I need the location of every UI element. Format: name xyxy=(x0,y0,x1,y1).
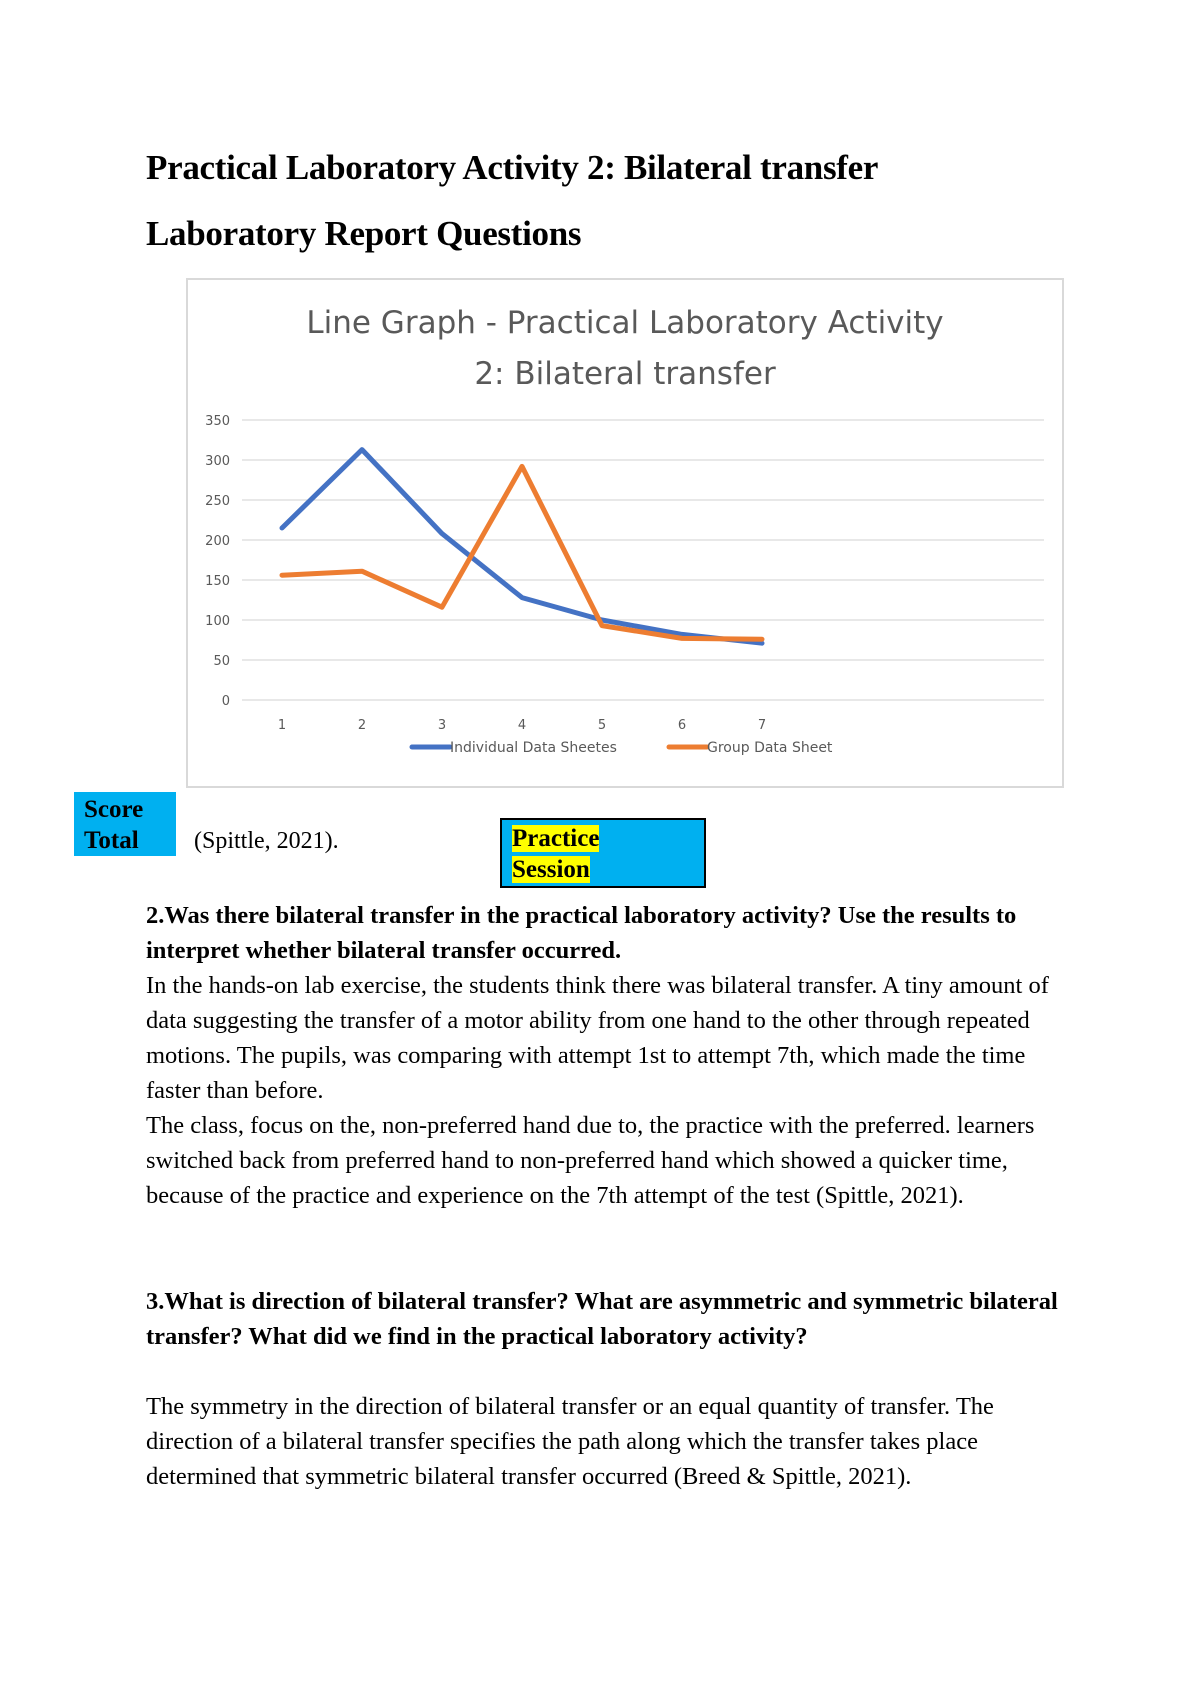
question-3-answer: The symmetry in the direction of bilateral transfer or an equal quantity of transfer. The direction of a bilateral transfer specifies the path along which the transfer takes place determined that symmetric bilateral transfer occurred (Breed & Spittle, 2021). xyxy=(146,1393,994,1490)
x-tick-label-2: 2 xyxy=(357,718,367,733)
chart-citation: (Spittle, 2021). xyxy=(194,828,339,854)
gridlines xyxy=(242,420,1044,700)
question-3-prompt: 3.What is direction of bilateral transfer? What are asymmetric and symmetric bilateral transfer? What did we find in the practical laboratory activity? xyxy=(146,1288,1058,1350)
score-box-line-2: Total xyxy=(84,827,139,854)
chart-legend xyxy=(412,740,833,756)
document-title-line-2: Laboratory Report Questions xyxy=(146,214,582,253)
legend-label-individual: Individual Data Sheetes xyxy=(450,740,617,756)
x-tick-label-6: 6 xyxy=(677,718,687,733)
line-chart xyxy=(186,278,1064,788)
y-tick-label-50: 50 xyxy=(213,654,230,669)
legend-label-group: Group Data Sheet xyxy=(707,740,833,756)
question-3-section xyxy=(146,1284,1076,1494)
y-tick-label-150: 150 xyxy=(205,574,230,589)
series-line-individual xyxy=(282,450,762,644)
question-2-answer-paragraph-1: In the hands-on lab exercise, the students think there was bilateral transfer. A tiny amount of data suggesting the transfer of a motor ability from one hand to the other through repeated motions. The pupils, was comparing with attempt 1st to attempt 7th, which made the time faster than before. xyxy=(146,972,1049,1104)
chart-title-line-1: Line Graph - Practical Laboratory Activity xyxy=(306,305,944,341)
series-line-group xyxy=(282,466,762,639)
series-lines xyxy=(282,450,762,644)
y-tick-label-250: 250 xyxy=(205,494,230,509)
y-tick-label-0: 0 xyxy=(221,694,230,709)
x-tick-label-7: 7 xyxy=(757,718,767,733)
x-tick-label-5: 5 xyxy=(597,718,607,733)
y-tick-label-300: 300 xyxy=(205,454,230,469)
practice-box-line-1: Practice xyxy=(512,825,600,852)
question-2-answer-paragraph-2: The class, focus on the, non-preferred hand due to, the practice with the preferred. learners switched back from preferred hand to non-preferred hand which showed a quicker time, because of the practice and experience on the 7th attempt of the test (Spittle, 2021). xyxy=(146,1112,1035,1209)
score-total-box xyxy=(74,792,176,856)
x-tick-label-1: 1 xyxy=(277,718,287,733)
x-axis-tick-labels xyxy=(278,718,766,733)
document-title-line-1: Practical Laboratory Activity 2: Bilateral transfer xyxy=(146,148,879,187)
x-tick-label-4: 4 xyxy=(517,718,527,733)
question-2-prompt: 2.Was there bilateral transfer in the practical laboratory activity? Use the results to interpret whether bilateral transfer occurred. xyxy=(146,902,1017,964)
practice-session-box xyxy=(500,818,706,888)
practice-box-line-2: Session xyxy=(512,856,590,883)
y-tick-label-100: 100 xyxy=(205,614,230,629)
score-box-line-1: Score xyxy=(84,796,144,823)
question-2-section xyxy=(146,898,1076,1213)
chart-title-line-2: 2: Bilateral transfer xyxy=(474,356,776,392)
line-chart-svg xyxy=(188,280,1062,786)
y-axis-tick-labels xyxy=(205,414,230,709)
x-tick-label-3: 3 xyxy=(437,718,447,733)
y-tick-label-350: 350 xyxy=(205,414,230,429)
y-tick-label-200: 200 xyxy=(205,534,230,549)
